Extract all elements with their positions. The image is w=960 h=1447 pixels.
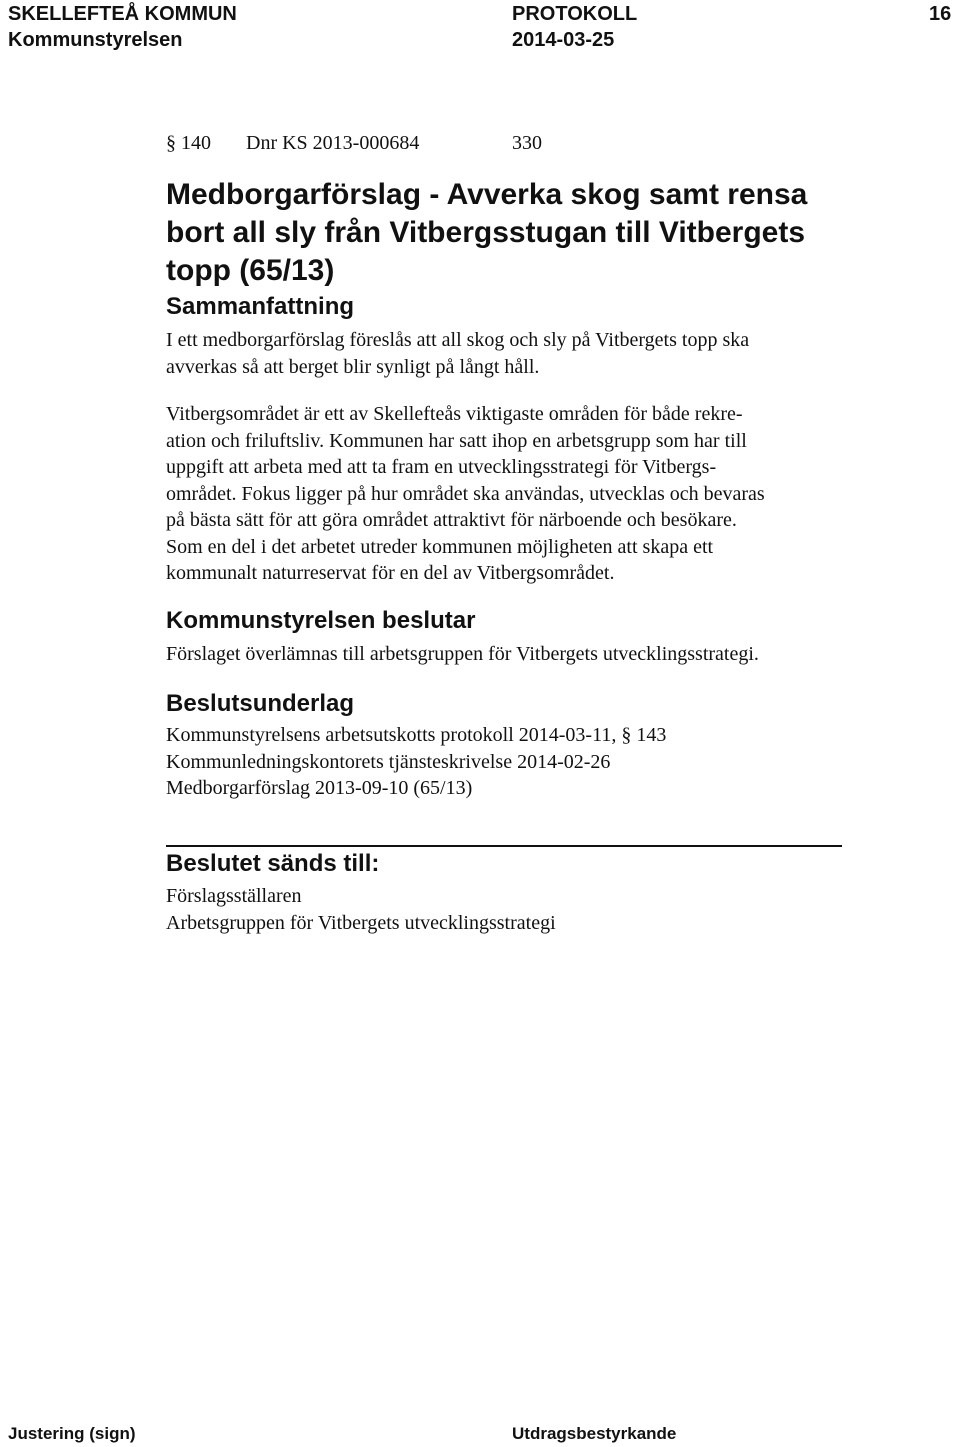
summary-paragraph-2 <box>166 401 846 587</box>
decision-text <box>166 641 846 668</box>
page-title: Medborgarförslag - Avverka skog samt rensa bort all sly från Vitbergsstugan till Vitbergets topp (65/13) <box>166 178 808 287</box>
text-line: I ett medborgarförslag föreslås att all skog och sly på Vitbergets topp ska <box>166 329 750 351</box>
diary-number: Dnr KS 2013-000684 <box>246 132 420 154</box>
summary-heading: Sammanfattning <box>166 293 355 320</box>
committee-name: Kommunstyrelsen <box>8 29 183 51</box>
basis-list <box>166 722 846 802</box>
text-line: uppgift att arbeta med att ta fram en utvecklingsstrategi för Vitbergs- <box>166 456 717 478</box>
page-footer <box>0 1422 960 1447</box>
organization-name: SKELLEFTEÅ KOMMUN <box>8 3 237 25</box>
document-type: PROTOKOLL <box>512 3 638 25</box>
text-line: kommunalt naturreservat för en del av Vitbergsområdet. <box>166 562 615 584</box>
text-line: ation och friluftsliv. Kommunen har satt ihop en arbetsgrupp som har till <box>166 429 747 452</box>
meeting-date: 2014-03-25 <box>512 29 615 51</box>
signature-label: Justering (sign) <box>8 1424 136 1443</box>
page-number: 16 <box>929 3 952 25</box>
list-item: Medborgarförslag 2013-09-10 (65/13) <box>166 777 473 799</box>
section-divider <box>166 845 842 847</box>
list-item: Kommunstyrelsens arbetsutskotts protokoll 2014-03-11, § 143 <box>166 724 667 746</box>
text-line: Förslaget överlämnas till arbetsgruppen för Vitbergets utvecklingsstrategi. <box>166 643 759 665</box>
sent-to-list <box>166 883 846 936</box>
list-item: Arbetsgruppen för Vitbergets utvecklingsstrategi <box>166 911 556 934</box>
text-line: avverkas så att berget blir synligt på långt håll. <box>166 355 540 378</box>
section-number: § 140 <box>166 132 211 154</box>
text-line: Som en del i det arbetet utreder kommunen möjligheten att skapa ett <box>166 535 714 558</box>
text-line: området. Fokus ligger på hur området ska användas, utvecklas och bevaras <box>166 482 765 505</box>
text-line: på bästa sätt för att göra området attraktivt för närboende och besökare. <box>166 509 737 531</box>
text-line: Vitbergsområdet är ett av Skellefteås viktigaste områden för både rekre- <box>166 403 743 425</box>
decision-heading: Kommunstyrelsen beslutar <box>166 607 476 634</box>
page-header <box>0 0 960 58</box>
sent-to-heading: Beslutet sänds till: <box>166 850 380 877</box>
list-item: Kommunledningskontorets tjänsteskrivelse 2014-02-26 <box>166 750 611 773</box>
summary-paragraph-1 <box>166 327 846 380</box>
list-item: Förslagsställaren <box>166 885 302 907</box>
basis-heading: Beslutsunderlag <box>166 690 355 717</box>
certification-label: Utdragsbestyrkande <box>512 1424 677 1443</box>
case-code: 330 <box>512 132 542 154</box>
